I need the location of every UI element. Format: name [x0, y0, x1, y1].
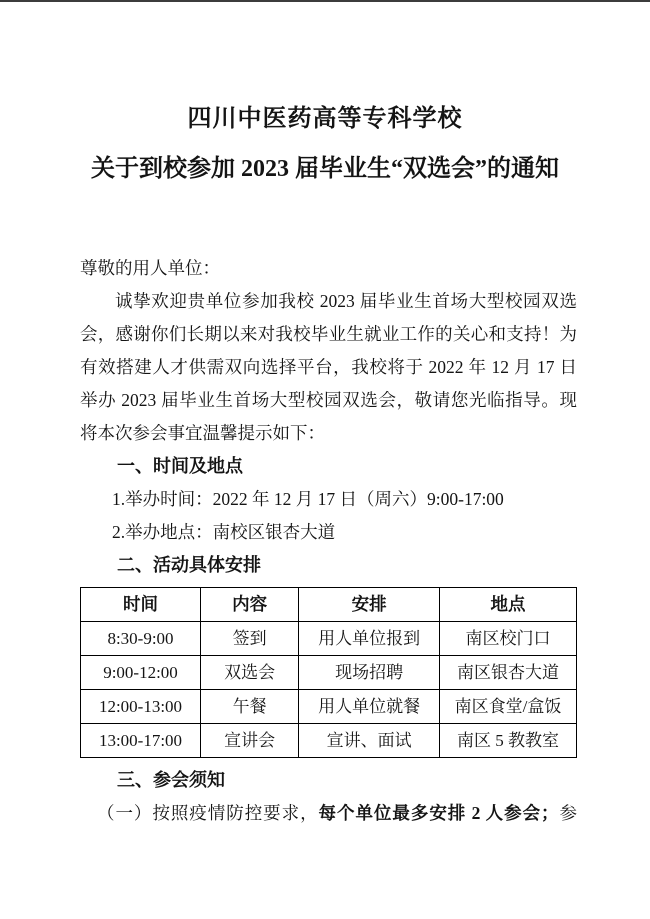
cell-location: 南区银杏大道	[440, 656, 577, 690]
item-event-time: 1.举办时间：2022 年 12 月 17 日（周六）9:00-17:00	[112, 489, 504, 509]
cell-time: 8:30-9:00	[81, 622, 201, 656]
note-prefix: （一）按照疫情防控要求，	[97, 803, 319, 823]
doc-title: 四川中医药高等专科学校	[187, 106, 463, 132]
schedule-row	[81, 724, 577, 758]
section-heading-notes: 三、参会须知	[117, 770, 225, 790]
schedule-header-row	[81, 588, 577, 622]
cell-location: 南区食堂/盒饭	[440, 690, 577, 724]
doc-subtitle: 关于到校参加 2023 届毕业生“双选会”的通知	[91, 156, 559, 182]
schedule-row	[81, 622, 577, 656]
header-cell-content: 内容	[201, 588, 299, 622]
cell-time: 9:00-12:00	[81, 656, 201, 690]
cell-arrangement: 现场招聘	[299, 656, 440, 690]
item-event-place: 2.举办地点：南校区银杏大道	[112, 522, 336, 542]
note-suffix: 参	[558, 803, 578, 823]
cell-content: 签到	[201, 622, 299, 656]
header-cell-time: 时间	[81, 588, 201, 622]
cell-arrangement: 宣讲、面试	[299, 724, 440, 758]
section-heading-time-place: 一、时间及地点	[117, 456, 243, 476]
schedule-row	[81, 656, 577, 690]
cell-content: 双选会	[201, 656, 299, 690]
cell-arrangement: 用人单位就餐	[299, 690, 440, 724]
note-bold-text: 每个单位最多安排 2 人参会；	[318, 803, 559, 823]
cell-time: 13:00-17:00	[81, 724, 201, 758]
cell-content: 宣讲会	[201, 724, 299, 758]
section-heading-schedule: 二、活动具体安排	[117, 555, 261, 575]
header-cell-arrangement: 安排	[299, 588, 440, 622]
schedule-row	[81, 690, 577, 724]
cell-location: 南区 5 教教室	[440, 724, 577, 758]
intro-paragraph: 诚挚欢迎贵单位参加我校 2023 届毕业生首场大型校园双选会，感谢你们长期以来对我校毕业生就业工作的关心和支持！为有效搭建人才供需双向选择平台，我校将于 2022 年 12 月 17 日举办 2023 届毕业生首场大型校园双选会，敬请您光临指导。现将本次参会事宜温馨提示如下：	[80, 291, 577, 443]
note-paragraph	[80, 797, 577, 830]
header-cell-location: 地点	[440, 588, 577, 622]
schedule-table	[80, 587, 577, 758]
salutation: 尊敬的用人单位：	[80, 258, 220, 278]
cell-location: 南区校门口	[440, 622, 577, 656]
cell-arrangement: 用人单位报到	[299, 622, 440, 656]
cell-content: 午餐	[201, 690, 299, 724]
cell-time: 12:00-13:00	[81, 690, 201, 724]
doc-body	[80, 252, 577, 830]
